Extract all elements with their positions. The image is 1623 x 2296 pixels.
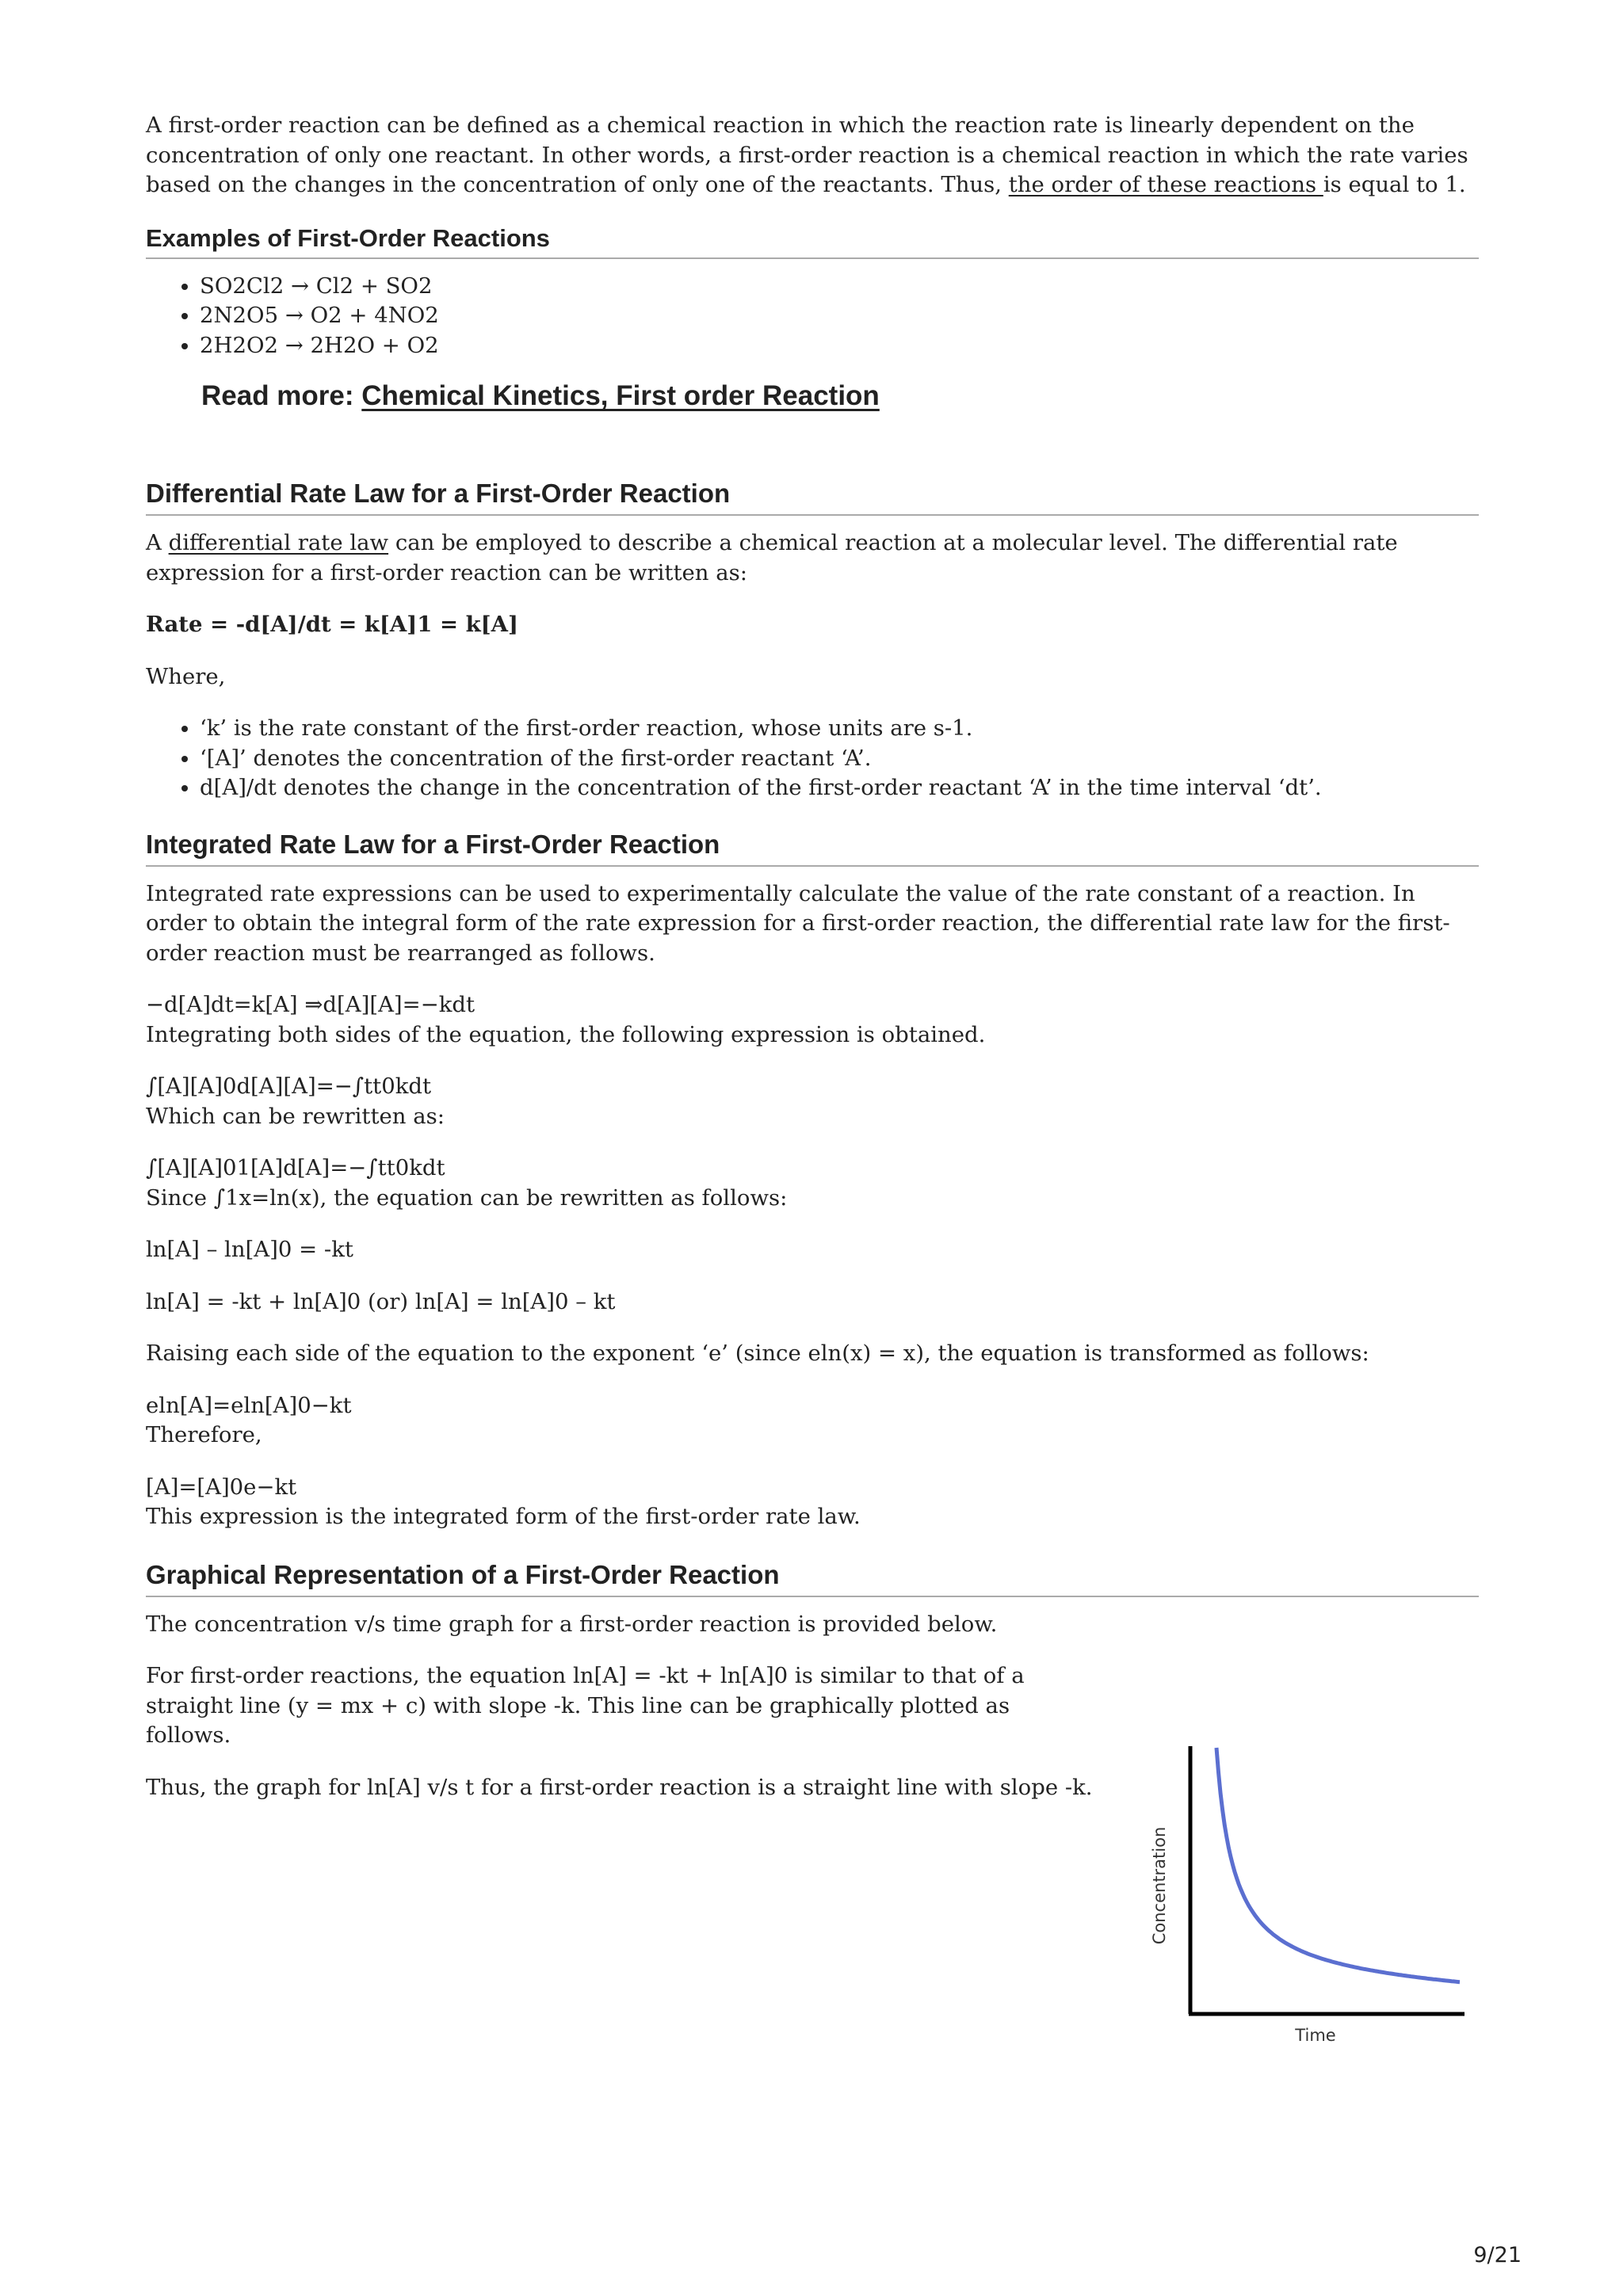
differential-rate-law-link[interactable]: differential rate law <box>168 530 389 555</box>
definitions-list <box>146 714 1479 803</box>
example-item: • 2N2O5 → O2 + 4NO2 <box>200 301 1479 331</box>
page-number: 9/21 <box>1473 2243 1522 2267</box>
differential-text: A <box>146 530 169 555</box>
equation: eln[A]=eln[A]0−kt <box>146 1392 352 1418</box>
differential-paragraph <box>146 528 1479 588</box>
equation-block-6 <box>146 1391 1479 1451</box>
equation-block-7 <box>146 1473 1479 1532</box>
differential-text-end: can be employed to describe a chemical reaction at a molecular level. The differential rate expression for a first-order reaction can be written as: <box>146 530 1398 585</box>
raising-paragraph: Raising each side of the equation to the exponent ‘e’ (since eln(x) = x), the equation is transformed as follows: <box>146 1341 1369 1366</box>
concentration-time-chart <box>1149 1735 1482 2052</box>
equation-note: Therefore, <box>146 1422 262 1447</box>
chemical-kinetics-link[interactable]: Chemical Kinetics, First order Reaction <box>361 380 880 411</box>
graphical-heading: Graphical Representation of a First-Order Reaction <box>146 1558 1479 1597</box>
examples-list <box>146 272 1479 361</box>
intro-paragraph <box>146 111 1479 200</box>
x-axis-label: Time <box>1295 2026 1336 2045</box>
where-label: Where, <box>146 663 226 689</box>
equation-note: Which can be rewritten as: <box>146 1103 445 1129</box>
example-item: • SO2Cl2 → Cl2 + SO2 <box>200 272 1479 302</box>
definition-item: • ‘[A]’ denotes the concentration of the first-order reactant ‘A’. <box>200 744 1479 774</box>
graphical-p2: For first-order reactions, the equation ln[A] = -kt + ln[A]0 is similar to that of a straight line (y = mx + c) with slope -k. This line can be graphically plotted as follows. <box>146 1663 1025 1748</box>
order-of-reactions-link[interactable]: the order of these reactions <box>1008 172 1323 197</box>
equation: ln[A] – ln[A]0 = -kt <box>146 1237 353 1262</box>
intro-text-end: is equal to 1. <box>1323 172 1466 197</box>
equation-block-2 <box>146 1072 1479 1131</box>
definition-item: • d[A]/dt denotes the change in the concentration of the first-order reactant ‘A’ in the time interval ‘dt’. <box>200 773 1479 803</box>
graphical-p1: The concentration v/s time graph for a first-order reaction is provided below. <box>146 1611 998 1637</box>
differential-heading: Differential Rate Law for a First-Order Reaction <box>146 476 1479 516</box>
equation-note: This expression is the integrated form of the first-order rate law. <box>146 1504 861 1529</box>
examples-heading: Examples of First-Order Reactions <box>146 223 1479 259</box>
equation-note: Since ∫1x=ln(x), the equation can be rewritten as follows: <box>146 1184 788 1211</box>
decay-curve <box>1216 1748 1460 1982</box>
example-item: • 2H2O2 → 2H2O + O2 <box>200 331 1479 361</box>
document-page <box>146 111 1479 1825</box>
rate-equation: Rate = -d[A]/dt = k[A]1 = k[A] <box>146 612 519 637</box>
graphical-p3: Thus, the graph for ln[A] v/s t for a first-order reaction is a straight line with slope -k. <box>146 1774 1093 1800</box>
equation-note: Integrating both sides of the equation, the following expression is obtained. <box>146 1021 986 1047</box>
definition-item: • ‘k’ is the rate constant of the first-order reaction, whose units are s-1. <box>200 714 1479 744</box>
equation: ∫[A][A]0d[A][A]=−∫tt0kdt <box>146 1074 432 1099</box>
read-more <box>201 378 1479 414</box>
equation: −d[A]dt=k[A] ⇒d[A][A]=−kdt <box>146 992 475 1017</box>
equation: ln[A] = -kt + ln[A]0 (or) ln[A] = ln[A]0 – kt <box>146 1288 616 1314</box>
equation: [A]=[A]0e−kt <box>146 1474 297 1500</box>
y-axis-label: Concentration <box>1150 1826 1169 1945</box>
integrated-intro: Integrated rate expressions can be used to experimentally calculate the value of the rate constant of a reaction. In order to obtain the integral form of the rate expression for a first-order reaction, the differential rate law for the first-order reaction must be rearranged as follows. <box>146 880 1450 966</box>
integrated-heading: Integrated Rate Law for a First-Order Reaction <box>146 827 1479 867</box>
equation: ∫[A][A]01[A]d[A]=−∫tt0kdt <box>146 1155 445 1180</box>
equation-block-3 <box>146 1154 1479 1213</box>
intro-text: A first-order reaction can be defined as a chemical reaction in which the reaction rate is linearly dependent on the concentration of only one reactant. In other words, a first-order reaction is a chemical reaction in which the rate varies based on the changes in the concentration of only one of the reactants. Thus, <box>146 113 1468 197</box>
equation-block-1 <box>146 990 1479 1050</box>
read-more-label: Read more: <box>201 380 362 411</box>
